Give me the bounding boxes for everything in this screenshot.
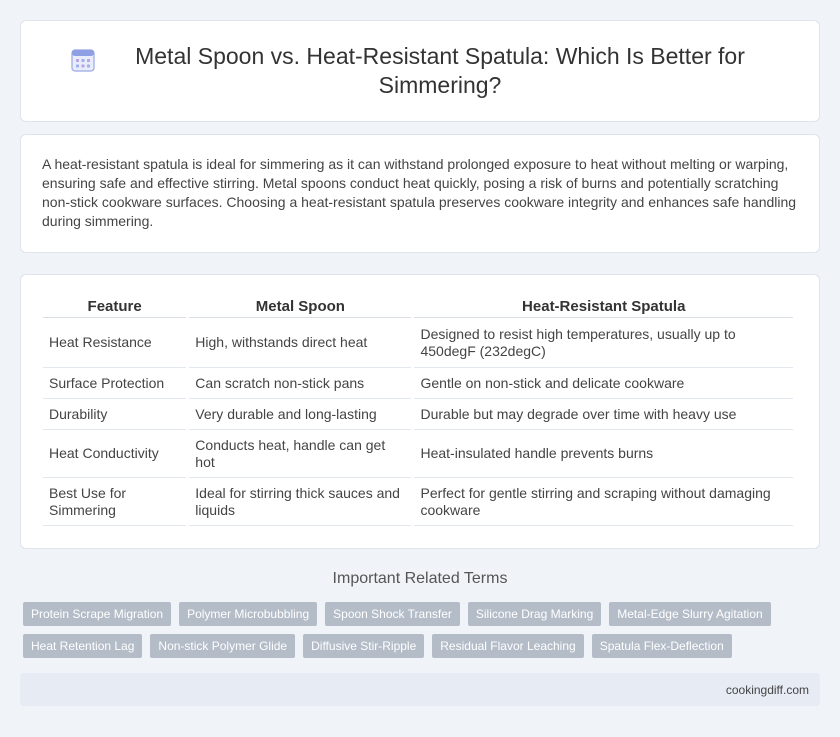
term-tag[interactable]: Residual Flavor Leaching <box>432 634 583 658</box>
term-tag[interactable]: Spatula Flex-Deflection <box>592 634 732 658</box>
calendar-icon <box>70 47 96 73</box>
table-row <box>43 399 793 430</box>
title-card <box>20 20 820 122</box>
term-tag[interactable]: Non-stick Polymer Glide <box>150 634 295 658</box>
metal-spoon-cell: Ideal for stirring thick sauces and liquids <box>189 478 411 526</box>
related-terms-heading: Important Related Terms <box>332 570 508 587</box>
term-tag[interactable]: Silicone Drag Marking <box>468 602 601 626</box>
feature-cell: Best Use for Simmering <box>43 478 186 526</box>
comparison-table <box>40 294 796 526</box>
spatula-cell: Durable but may degrade over time with heavy use <box>414 399 793 430</box>
spatula-cell: Perfect for gentle stirring and scraping without damaging cookware <box>414 478 793 526</box>
metal-spoon-cell: Conducts heat, handle can get hot <box>189 430 411 478</box>
feature-cell: Durability <box>43 399 186 430</box>
table-row <box>43 430 793 478</box>
header-spatula: Heat-Resistant Spatula <box>414 294 793 318</box>
spatula-cell: Heat-insulated handle prevents burns <box>414 430 793 478</box>
intro-paragraph: A heat-resistant spatula is ideal for simmering as it can withstand prolonged exposure to heat without melting or warping, ensuring safe and effective stirring. Metal spoons conduct heat quickly, posing a risk of burns and potentially scratching non-stick cookware surfaces. Choosing a heat-resistant spatula preserves cookware integrity and enhances safe handling during simmering. <box>42 156 797 229</box>
comparison-card <box>20 274 820 549</box>
page-title: Metal Spoon vs. Heat-Resistant Spatula: Which Is Better for Simmering? <box>135 43 745 98</box>
metal-spoon-cell: High, withstands direct heat <box>189 318 411 368</box>
header-feature: Feature <box>43 294 186 318</box>
term-tag[interactable]: Heat Retention Lag <box>23 634 142 658</box>
spatula-cell: Designed to resist high temperatures, usually up to 450degF (232degC) <box>414 318 793 368</box>
intro-card <box>20 134 820 253</box>
term-tag[interactable]: Diffusive Stir-Ripple <box>303 634 424 658</box>
term-tag[interactable]: Spoon Shock Transfer <box>325 602 460 626</box>
metal-spoon-cell: Very durable and long-lasting <box>189 399 411 430</box>
footer <box>20 673 820 706</box>
term-tag[interactable]: Polymer Microbubbling <box>179 602 317 626</box>
footer-site-link[interactable]: cookingdiff.com <box>725 682 809 697</box>
term-tag[interactable]: Protein Scrape Migration <box>23 602 171 626</box>
feature-cell: Heat Resistance <box>43 318 186 368</box>
header-metal-spoon: Metal Spoon <box>189 294 411 318</box>
table-row <box>43 478 793 526</box>
table-row <box>43 368 793 399</box>
feature-cell: Heat Conductivity <box>43 430 186 478</box>
related-terms-list <box>23 602 823 658</box>
spatula-cell: Gentle on non-stick and delicate cookware <box>414 368 793 399</box>
title-wrap <box>60 42 780 100</box>
table-row <box>43 318 793 368</box>
metal-spoon-cell: Can scratch non-stick pans <box>189 368 411 399</box>
term-tag[interactable]: Metal-Edge Slurry Agitation <box>609 602 770 626</box>
table-header-row <box>43 294 793 318</box>
feature-cell: Surface Protection <box>43 368 186 399</box>
